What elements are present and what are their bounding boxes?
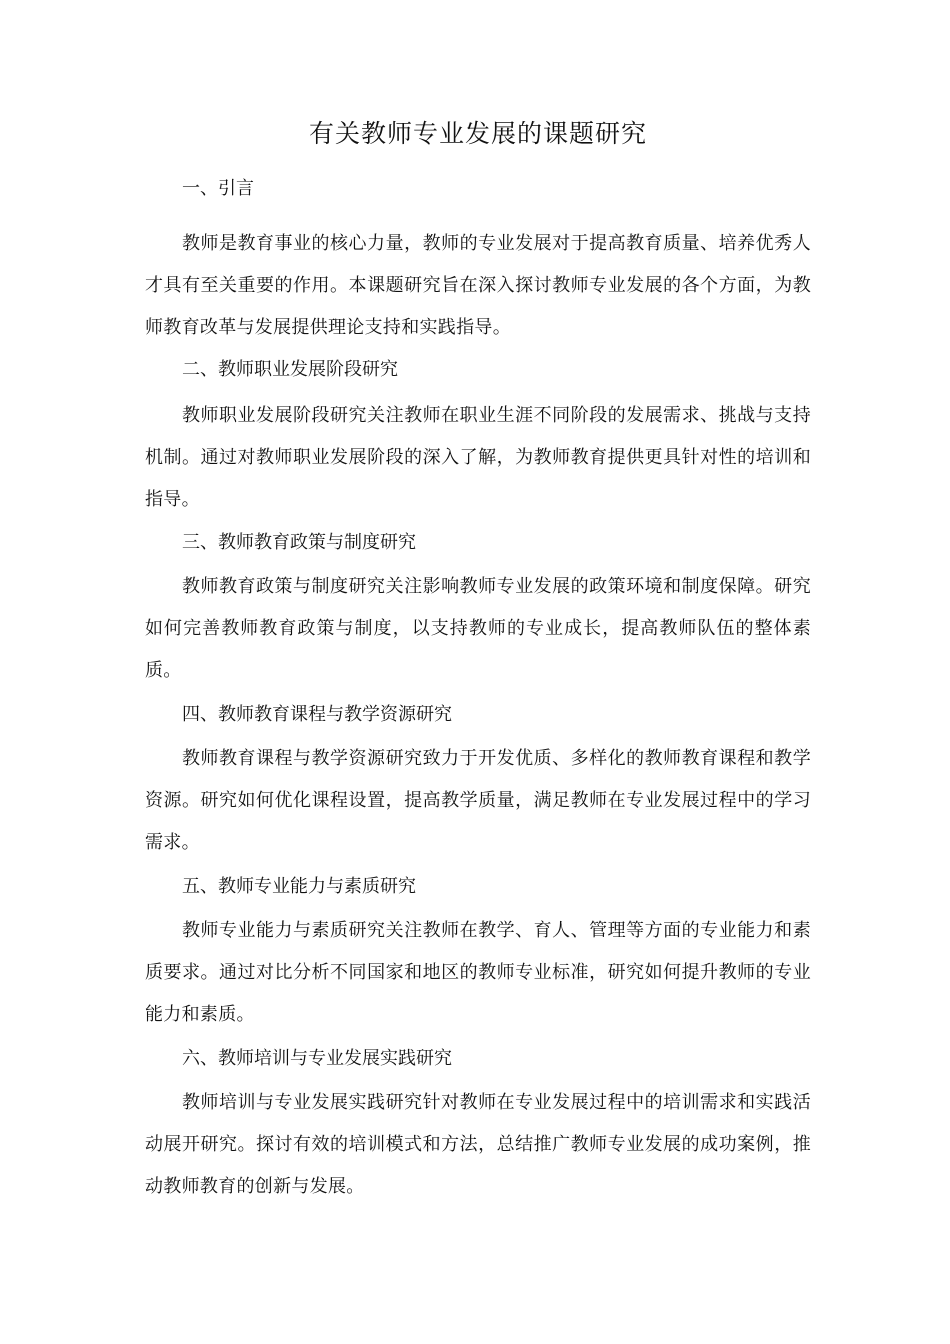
- section-heading-career-stages: 二、教师职业发展阶段研究: [182, 359, 398, 380]
- section-heading-intro: 一、引言: [182, 178, 254, 199]
- section-body-curriculum: 教师教育课程与教学资源研究致力于开发优质、多样化的教师教育课程和教学资源。研究如何优化课程设置，提高教学质量，满足教师在专业发展过程中的学习需求。: [145, 748, 811, 853]
- section-heading-competence: 五、教师专业能力与素质研究: [182, 876, 416, 897]
- section-body-training: 教师培训与专业发展实践研究针对教师在专业发展过程中的培训需求和实践活动展开研究。探讨有效的培训模式和方法，总结推广教师专业发展的成功案例，推动教师教育的创新与发展。: [145, 1092, 811, 1197]
- section-body-intro: 教师是教育事业的核心力量，教师的专业发展对于提高教育质量、培养优秀人才具有至关重要的作用。本课题研究旨在深入探讨教师专业发展的各个方面，为教师教育改革与发展提供理论支持和实践指导。: [145, 233, 811, 338]
- section-body-competence: 教师专业能力与素质研究关注教师在教学、育人、管理等方面的专业能力和素质要求。通过对比分析不同国家和地区的教师专业标准，研究如何提升教师的专业能力和素质。: [145, 920, 811, 1025]
- section-heading-curriculum: 四、教师教育课程与教学资源研究: [182, 704, 452, 725]
- section-body-policy: 教师教育政策与制度研究关注影响教师专业发展的政策环境和制度保障。研究如何完善教师教育政策与制度，以支持教师的专业成长，提高教师队伍的整体素质。: [145, 576, 811, 681]
- section-heading-policy: 三、教师教育政策与制度研究: [182, 532, 416, 553]
- document-title: 有关教师专业发展的课题研究: [308, 119, 647, 148]
- section-body-career-stages: 教师职业发展阶段研究关注教师在职业生涯不同阶段的发展需求、挑战与支持机制。通过对教师职业发展阶段的深入了解，为教师教育提供更具针对性的培训和指导。: [145, 405, 811, 510]
- section-heading-training: 六、教师培训与专业发展实践研究: [182, 1048, 452, 1069]
